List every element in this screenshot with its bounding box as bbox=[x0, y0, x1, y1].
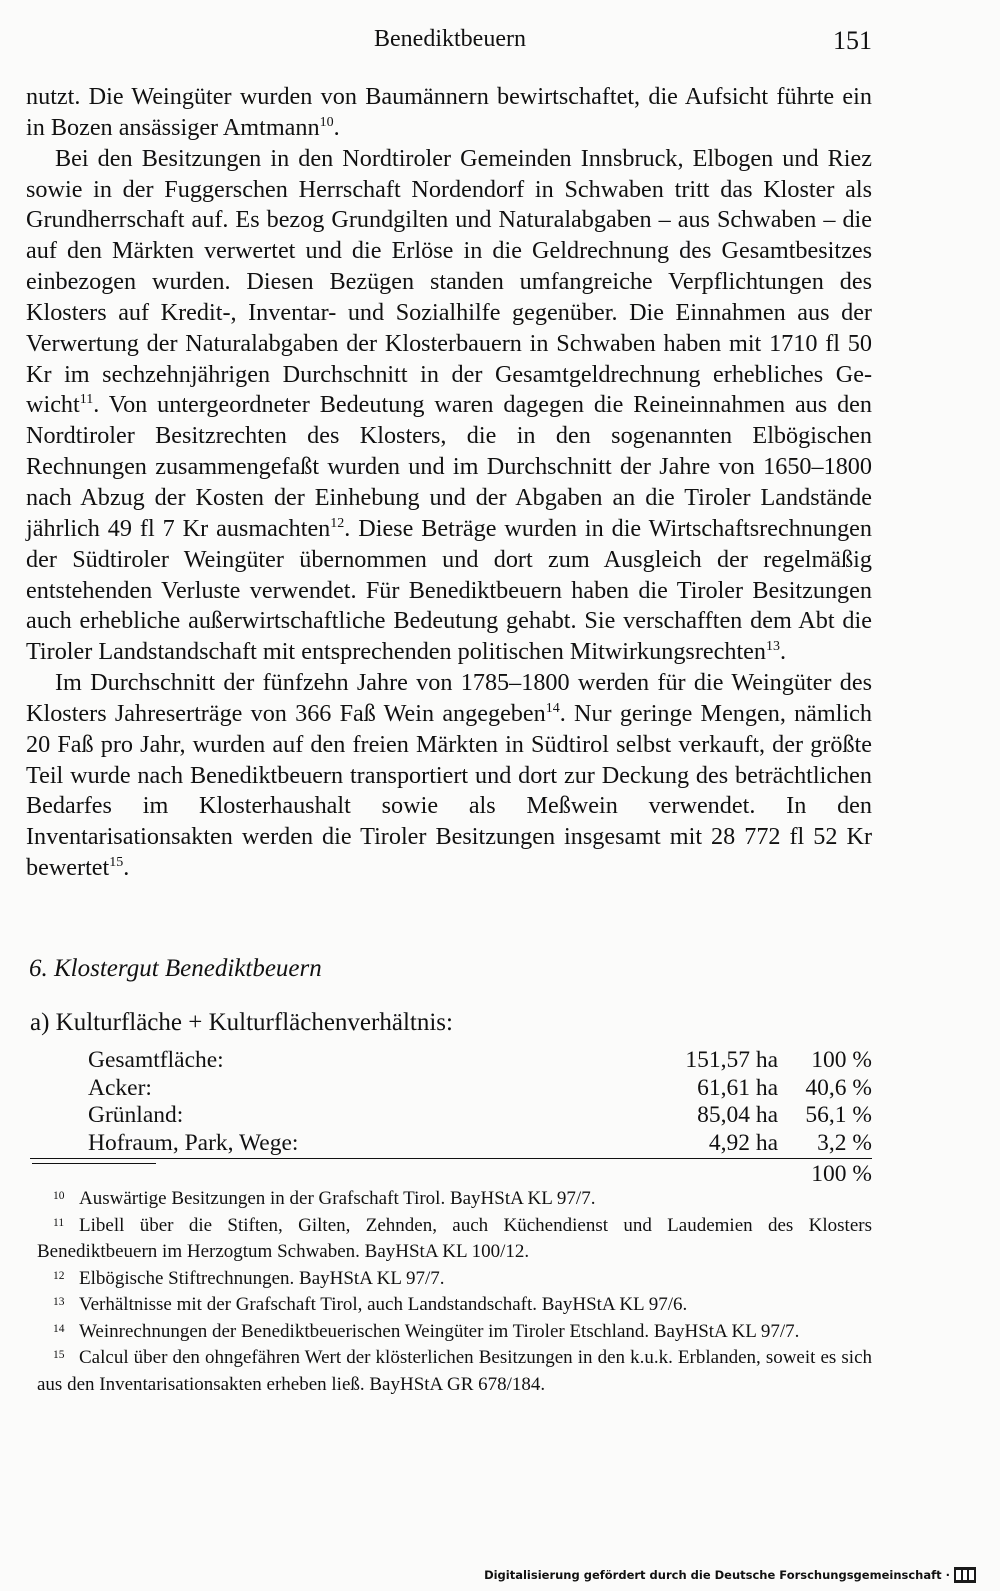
running-header bbox=[28, 26, 872, 56]
row-area: 151,57 ha bbox=[685, 1047, 778, 1073]
row-area: 61,61 ha bbox=[697, 1074, 778, 1101]
table-row bbox=[30, 1075, 872, 1103]
body-text bbox=[26, 82, 872, 884]
row-label: Gesamtfläche: bbox=[88, 1047, 224, 1073]
row-percent: 40,6 % bbox=[805, 1074, 872, 1101]
footnote-text: Weinrechnungen der Benediktbeuerischen Weingüter im Tiroler Etschland. BayHStA KL 97/7. bbox=[79, 1320, 800, 1342]
paragraph-text: . Von untergeordneter Bedeutung waren dagegen die Reineinnahmen aus den Nordtiroler Besitzrechten des Klosters, die in den sogenannten Elbögischen Rechnungen zusammengefaßt wurden und im Durchschnitt der Jahre von 1650–1800 nach Abzug der Kosten der Einhebung und der Abgaben an die Tiroler Landstände jährlich 49 fl 7 Kr ausmachten bbox=[26, 391, 872, 542]
row-label: Grünland: bbox=[88, 1102, 184, 1128]
paragraph-1 bbox=[26, 82, 872, 144]
total-percent: 100 % bbox=[811, 1161, 872, 1187]
paragraph-3 bbox=[26, 668, 872, 884]
page-number: 151 bbox=[833, 26, 872, 55]
row-label: Acker: bbox=[88, 1074, 152, 1101]
footnote: 12 Elbögische Stiftrechnungen. BayHStA KL 97/7. bbox=[53, 1267, 445, 1289]
area-table bbox=[30, 1047, 872, 1187]
paragraph-text: . bbox=[780, 638, 787, 666]
table-row bbox=[30, 1130, 872, 1158]
dfg-logo-icon bbox=[954, 1567, 976, 1583]
footnote-text: Elbögische Stiftrechnungen. BayHStA KL 97/7. bbox=[79, 1267, 445, 1289]
paragraph-text: . Nur geringe Mengen, nämlich 20 Faß pro Jahr, wurden auf den freien Märkten in Südtirol selbst verkauft, der größte Teil wurde nach Benediktbeuern transportiert und dort zur Deckung des beträchtlichen Bedarfes im Klosterhaushalt sowie als Meßwein verwendet. In den Inventarisationsakten werden die Tiroler Besitzungen insgesamt mit 28 772 fl 52 Kr bewertet bbox=[26, 699, 872, 882]
credit-text: Digitalisierung gefördert durch die Deutsche Forschungsgemeinschaft · bbox=[484, 1568, 950, 1582]
table-total-row bbox=[30, 1160, 872, 1188]
table-row bbox=[30, 1102, 872, 1130]
footnote: 11 Libell über die Stiften, Gilten, Zehnden, auch Küchendienst und Laudemien des Klosters Benediktbeuern im Herzogtum Schwaben. BayHStA KL 100/12. bbox=[37, 1214, 872, 1262]
paragraph-2 bbox=[26, 144, 872, 668]
row-area: 85,04 ha bbox=[697, 1102, 778, 1128]
paragraph-text: . bbox=[123, 854, 130, 882]
footnote-text: Auswärtige Besitzungen in der Grafschaft Tirol. BayHStA KL 97/7. bbox=[79, 1188, 596, 1209]
footnote: 10 Auswärtige Besitzungen in der Grafschaft Tirol. BayHStA KL 97/7. bbox=[53, 1188, 596, 1209]
footnote-text: Verhältnisse mit der Grafschaft Tirol, auch Landstandschaft. BayHStA KL 97/6. bbox=[79, 1294, 688, 1315]
row-percent: 100 % bbox=[811, 1047, 872, 1073]
paragraph-text: Im Durchschnitt der fünfzehn Jahre von 1785–1800 werden für die Weingüter des Klosters Jahreserträge von 366 Faß Wein angegeben bbox=[26, 669, 872, 727]
paragraph-text: Bei den Besitzungen in den Nordtiroler Gemeinden Innsbruck, Elbogen und Riez sowie in der Fuggerschen Herrschaft Nordendorf in Schwaben tritt das Kloster als Grundherrschaft auf. Es bezog Grundgilten und Naturalabgaben – aus Schwaben – die auf den Märkten verwertet und die Erlöse in die Geldrechnung des Gesamtbesitzes einbezogen wurden. Diesen Bezügen standen umfangreiche Verpflichtungen des Klosters auf Kredit-, Inventar- und Sozialhilfe gegenüber. Die Einnahmen aus der Verwertung der Naturalabgaben der Klosterbauern in Schwaben haben mit 1710 fl 50 Kr im sechzehnjährigen Durchschnitt in der Gesamtgeldrechnung erhebliches Gewicht bbox=[26, 144, 872, 419]
footnote-text: Libell über die Stiften, Gilten, Zehnden, auch Küchendienst und Laudemien des Klosters Benediktbeuern im Herzogtum Schwaben. BayHStA KL 100/12. bbox=[37, 1214, 872, 1262]
subsection-heading: a) Kulturfläche + Kulturflächenverhältnis: bbox=[30, 1009, 453, 1036]
table-sum-rule bbox=[30, 1158, 872, 1159]
running-title: Benediktbeuern bbox=[374, 26, 526, 52]
table-row bbox=[30, 1047, 872, 1075]
digitization-credit bbox=[484, 1564, 976, 1586]
footnote: 13 Verhältnisse mit der Grafschaft Tirol, auch Landstandschaft. BayHStA KL 97/6. bbox=[53, 1294, 688, 1315]
paragraph-text: nutzt. Die Weingüter wurden von Baumännern bewirtschaftet, die Aufsicht führte ein in Bozen ansässiger Amtmann bbox=[26, 83, 872, 141]
row-label: Hofraum, Park, Wege: bbox=[88, 1129, 299, 1156]
footnote-ref: 10 bbox=[319, 114, 334, 130]
section-heading: 6. Klostergut Benediktbeuern bbox=[29, 955, 322, 982]
paragraph-text: . bbox=[333, 113, 340, 141]
footnote-ref: 11 bbox=[79, 392, 94, 408]
footnotes bbox=[37, 1186, 872, 1398]
paragraph-text: . Diese Beträge wurden in die Wirtschaftsrechnungen der Südtiroler Weingüter übernommen und dort zum Ausgleich der regelmäßig entstehenden Verluste verwendet. Für Benediktbeuern haben die Tiroler Besitzungen auch erhebliche außerwirtschaftliche Bedeutung gehabt. Sie verschafften dem Abt die Tiroler Landstandschaft mit entsprechenden politischen Mitwirkungsrechten bbox=[26, 514, 872, 666]
footnote-ref: 13 bbox=[766, 639, 781, 655]
footnote-ref: 15 bbox=[109, 855, 124, 871]
footnote: 15 Calcul über den ohngefähren Wert der klösterlichen Besitzungen in den k.u.k. Erblanden, soweit es sich aus den Inventarisationsakten erheben ließ. BayHStA GR 678/184. bbox=[37, 1347, 872, 1395]
row-percent: 3,2 % bbox=[817, 1129, 872, 1156]
footnote-text: Calcul über den ohngefähren Wert der klösterlichen Besitzungen in den k.u.k. Erblanden, soweit es sich aus den Inventarisationsakten erheben ließ. BayHStA GR 678/184. bbox=[37, 1347, 872, 1395]
footnote-ref: 14 bbox=[545, 700, 560, 716]
footnote: 14 Weinrechnungen der Benediktbeuerischen Weingüter im Tiroler Etschland. BayHStA KL 97/7. bbox=[53, 1320, 800, 1342]
footnote-ref: 12 bbox=[330, 515, 345, 531]
row-area: 4,92 ha bbox=[708, 1129, 778, 1156]
row-percent: 56,1 % bbox=[805, 1102, 872, 1128]
